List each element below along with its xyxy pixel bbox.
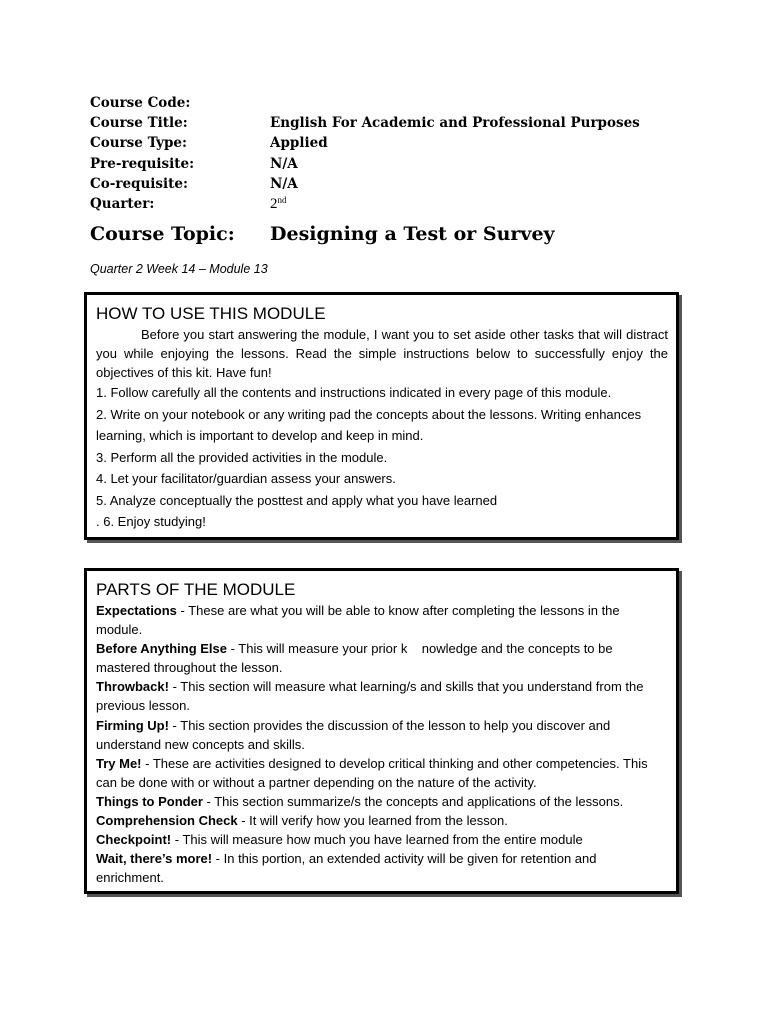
module-part-item bbox=[96, 677, 668, 715]
instruction-step: 4. Let your facilitator/guardian assess your answers. bbox=[96, 471, 396, 486]
how-to-use-box bbox=[84, 292, 679, 540]
quarter-suffix: nd bbox=[277, 194, 287, 205]
module-part-term: Things to Ponder bbox=[96, 793, 203, 809]
course-code-row bbox=[90, 93, 640, 113]
instruction-step: 2. Write on your notebook or any writing pad the concepts about the lessons. Writing enhances learning, which is important to develop and keep in mind. bbox=[96, 406, 642, 443]
module-part-desc: - In this portion, an extended activity will be given for retention and enrichment. bbox=[96, 851, 597, 886]
module-part-desc: - It will verify how you learned from the lesson. bbox=[237, 813, 508, 829]
instruction-step: 5. Analyze conceptually the posttest and apply what you have learned bbox=[96, 492, 498, 508]
prerequisite-value: N/A bbox=[270, 155, 298, 172]
course-code-label: Course Code: bbox=[90, 95, 191, 111]
module-part-term: Before Anything Else bbox=[96, 641, 227, 657]
prerequisite-label: Pre-requisite: bbox=[90, 155, 195, 172]
module-part-item bbox=[96, 792, 668, 811]
course-type-label: Course Type: bbox=[90, 135, 187, 152]
instruction-step: 3. Perform all the provided activities in the module. bbox=[96, 449, 388, 465]
corequisite-label: Co-requisite: bbox=[90, 175, 188, 192]
corequisite-row bbox=[90, 174, 640, 194]
course-type-row bbox=[90, 133, 640, 153]
course-topic-value: Designing a Test or Survey bbox=[270, 223, 555, 245]
parts-of-module-title: PARTS OF THE MODULE bbox=[96, 580, 296, 599]
module-part-item bbox=[96, 849, 668, 887]
module-part-term: Expectations bbox=[96, 603, 177, 618]
module-part-desc: - This will measure how much you have learned from the entire module bbox=[171, 832, 583, 848]
module-part-term: Try Me! bbox=[96, 755, 142, 771]
module-part-term: Comprehension Check bbox=[96, 813, 238, 829]
module-part-desc: - These are activities designed to develop critical thinking and other competencies. This can be done with or without a partner depending on the nature of the activity. bbox=[96, 755, 648, 790]
course-topic-label: Course Topic: bbox=[90, 223, 235, 245]
instruction-step: 1. Follow carefully all the contents and instructions indicated in every page of this module. bbox=[96, 385, 612, 400]
quarter-number: 2 bbox=[270, 195, 278, 212]
quarter-label: Quarter: bbox=[90, 195, 155, 212]
corequisite-value: N/A bbox=[270, 175, 298, 192]
how-to-use-intro: Before you start answering the module, I want you to set aside other tasks that will distract you while enjoying the lessons. Read the simple instructions below to successfully enjoy the objectives of this kit. Have fun! bbox=[96, 327, 668, 380]
module-part-item bbox=[96, 716, 668, 754]
module-part-item bbox=[96, 639, 668, 677]
course-type-value: Applied bbox=[270, 135, 328, 152]
module-part-term: Firming Up! bbox=[96, 717, 169, 733]
how-to-use-title: HOW TO USE THIS MODULE bbox=[96, 304, 326, 323]
module-part-term: Checkpoint! bbox=[96, 832, 172, 848]
course-topic bbox=[90, 223, 555, 245]
module-part-item bbox=[96, 601, 668, 639]
module-part-desc: - This will measure your prior k nowledge and the concepts to be mastered throughout the lesson. bbox=[96, 641, 617, 676]
parts-of-module-box bbox=[84, 568, 679, 894]
quarter-row bbox=[90, 194, 640, 214]
quarter-value bbox=[270, 194, 287, 214]
module-part-item bbox=[96, 830, 668, 849]
instruction-step: . 6. Enjoy studying! bbox=[96, 514, 206, 529]
module-part-item bbox=[96, 811, 668, 830]
course-title-value: English For Academic and Professional Purposes bbox=[270, 115, 640, 132]
module-part-desc: - These are what you will be able to know after completing the lessons in the module. bbox=[96, 603, 620, 638]
module-part-desc: - This section summarize/s the concepts and applications of the lessons. bbox=[202, 793, 624, 809]
module-part-term: Wait, there’s more! bbox=[96, 851, 213, 867]
module-part-desc: - This section provides the discussion of the lesson to help you discover and understand new concepts and skills. bbox=[96, 717, 611, 752]
course-title-label: Course Title: bbox=[90, 115, 188, 132]
module-part-item bbox=[96, 754, 668, 792]
course-info-table bbox=[90, 93, 640, 214]
prerequisite-row bbox=[90, 154, 640, 174]
week-module-line: Quarter 2 Week 14 – Module 13 bbox=[90, 262, 268, 276]
course-title-row bbox=[90, 113, 640, 133]
module-part-desc: - This section will measure what learning/s and skills that you understand from the previous lesson. bbox=[96, 679, 644, 714]
module-part-term: Throwback! bbox=[96, 679, 169, 695]
